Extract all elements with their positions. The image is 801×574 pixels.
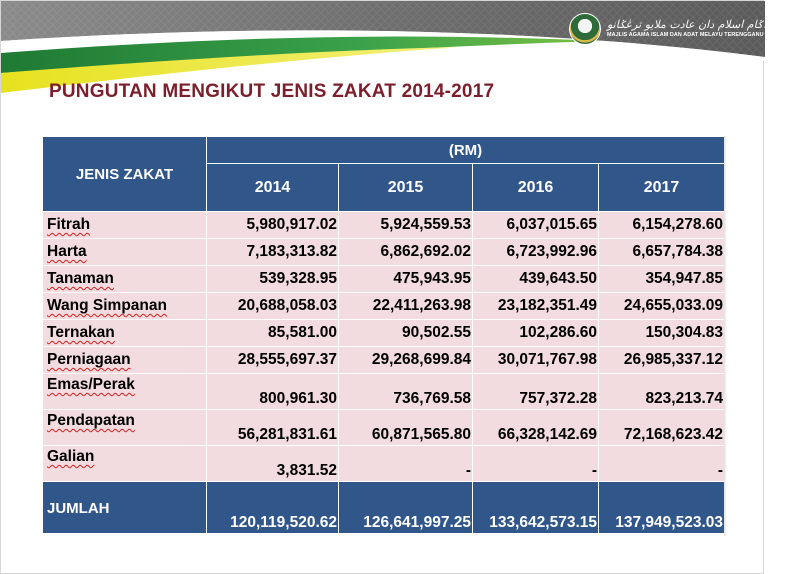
row-value: 539,328.95: [207, 266, 339, 293]
row-value: 28,555,697.37: [207, 347, 339, 374]
table-row: [43, 446, 725, 482]
table-row: [43, 212, 725, 239]
table-row: [43, 293, 725, 320]
header-year: 2015: [339, 164, 473, 212]
emblem-icon: [569, 13, 601, 45]
row-label: Galian: [43, 446, 207, 482]
header-jenis-zakat: JENIS ZAKAT: [43, 137, 207, 212]
logo-subtitle: MAJLIS AGAMA ISLAM DAN ADAT MELAYU TERENGGANU: [607, 32, 764, 39]
row-value: -: [339, 446, 473, 482]
row-value: 90,502.55: [339, 320, 473, 347]
table-row: [43, 239, 725, 266]
row-value: 475,943.95: [339, 266, 473, 293]
total-value: 137,949,523.03: [599, 482, 725, 534]
row-value: 736,769.58: [339, 374, 473, 410]
row-value: 5,980,917.02: [207, 212, 339, 239]
page-title: PUNGUTAN MENGIKUT JENIS ZAKAT 2014-2017: [49, 81, 495, 102]
total-value: 120,119,520.62: [207, 482, 339, 534]
row-value: 150,304.83: [599, 320, 725, 347]
row-value: -: [473, 446, 599, 482]
row-value: 60,871,565.80: [339, 410, 473, 446]
row-value: 29,268,699.84: [339, 347, 473, 374]
row-label: Harta: [43, 239, 207, 266]
row-label: Ternakan: [43, 320, 207, 347]
row-label: Tanaman: [43, 266, 207, 293]
table-row: [43, 266, 725, 293]
zakat-table: [42, 136, 725, 534]
row-value: 823,213.74: [599, 374, 725, 410]
header-currency: (RM): [207, 137, 725, 164]
table-row: [43, 374, 725, 410]
table-row: [43, 410, 725, 446]
row-value: 3,831.52: [207, 446, 339, 482]
row-value: 6,154,278.60: [599, 212, 725, 239]
logo: [569, 11, 801, 47]
row-label: Emas/Perak: [43, 374, 207, 410]
header-year: 2016: [473, 164, 599, 212]
header-year: 2017: [599, 164, 725, 212]
row-value: 30,071,767.98: [473, 347, 599, 374]
row-value: 6,657,784.38: [599, 239, 725, 266]
row-value: 439,643.50: [473, 266, 599, 293]
total-value: 126,641,997.25: [339, 482, 473, 534]
table-row: [43, 320, 725, 347]
row-value: -: [599, 446, 725, 482]
row-value: 24,655,033.09: [599, 293, 725, 320]
row-value: 85,581.00: [207, 320, 339, 347]
row-value: 26,985,337.12: [599, 347, 725, 374]
row-label: Pendapatan: [43, 410, 207, 446]
total-value: 133,642,573.15: [473, 482, 599, 534]
logo-script: مجلس اݢام اسلام دان عادت ملايو ترڠݢانو: [607, 18, 801, 32]
row-value: 72,168,623.42: [599, 410, 725, 446]
row-value: 6,862,692.02: [339, 239, 473, 266]
row-value: 6,723,992.96: [473, 239, 599, 266]
row-value: 6,037,015.65: [473, 212, 599, 239]
table-row: [43, 347, 725, 374]
row-value: 7,183,313.82: [207, 239, 339, 266]
row-value: 800,961.30: [207, 374, 339, 410]
row-value: 5,924,559.53: [339, 212, 473, 239]
row-value: 22,411,263.98: [339, 293, 473, 320]
header-year: 2014: [207, 164, 339, 212]
row-value: 23,182,351.49: [473, 293, 599, 320]
row-label: Perniagaan: [43, 347, 207, 374]
row-label: Wang Simpanan: [43, 293, 207, 320]
row-label: Fitrah: [43, 212, 207, 239]
total-row: [43, 482, 725, 534]
row-value: 354,947.85: [599, 266, 725, 293]
row-value: 66,328,142.69: [473, 410, 599, 446]
row-value: 20,688,058.03: [207, 293, 339, 320]
table-shadow: [724, 136, 727, 536]
total-label: JUMLAH: [43, 482, 207, 534]
row-value: 56,281,831.61: [207, 410, 339, 446]
row-value: 757,372.28: [473, 374, 599, 410]
row-value: 102,286.60: [473, 320, 599, 347]
